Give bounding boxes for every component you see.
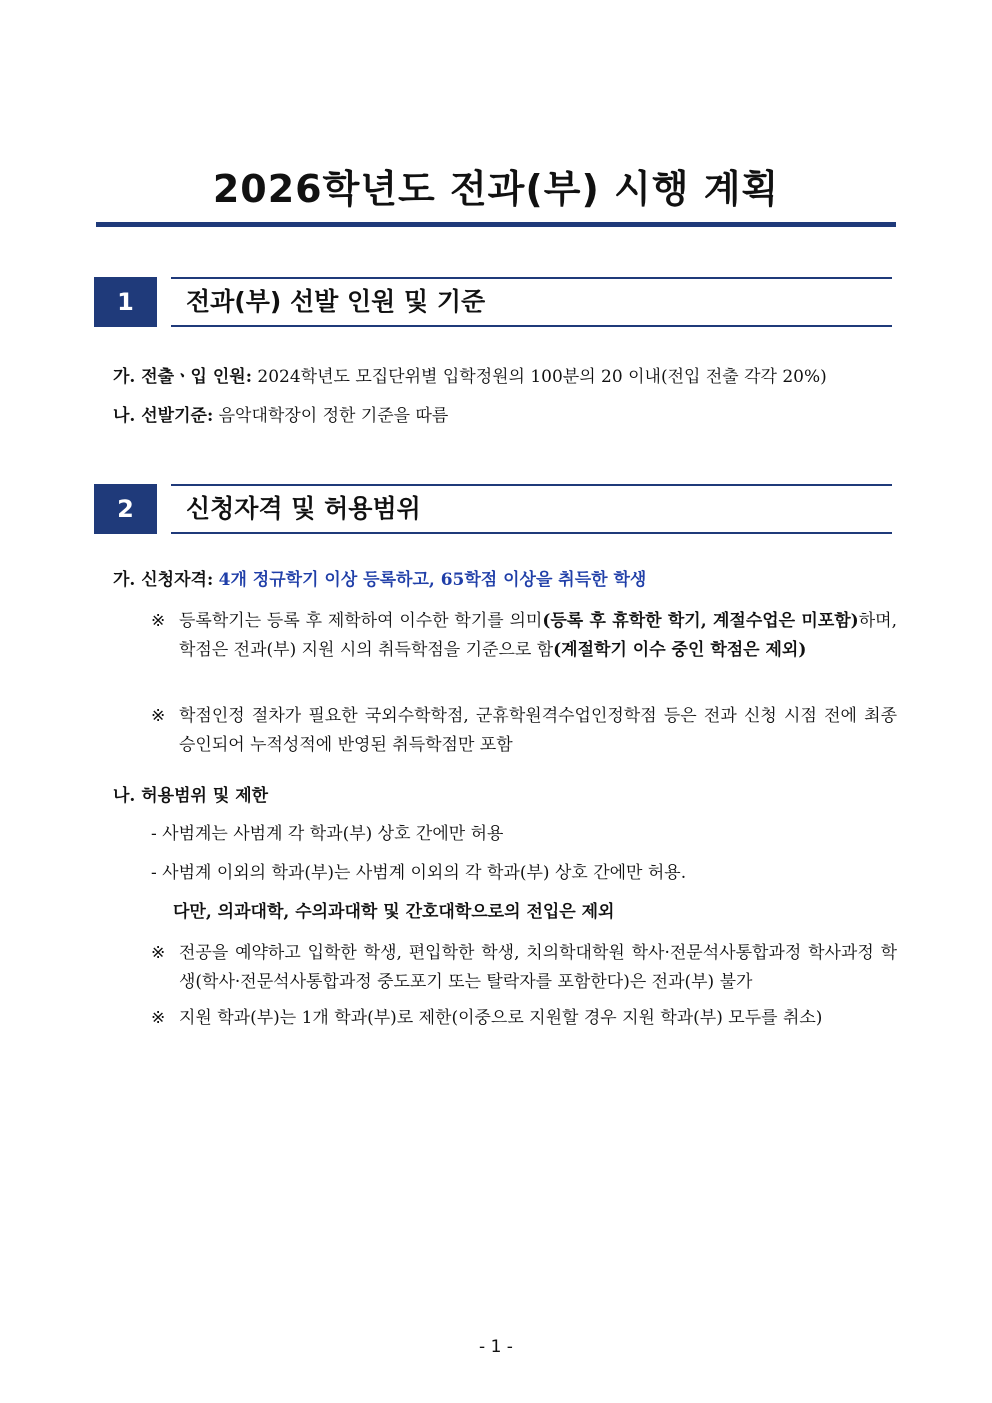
section-number: 2 [94,484,157,534]
note-single-application: ※ 지원 학과(부)는 1개 학과(부)로 제한(이중으로 지원할 경우 지원 학과(부) 모두를 취소) [151,1008,823,1028]
page-number: - 1 - [479,1337,513,1357]
title-underline [96,222,896,227]
note-ineligible-students: ※ 전공을 예약하고 입학한 학생, 편입학한 학생, 치의학대학원 학사·전문석사통합과정 학사과정 학생(학사·전문석사통합과정 중도포기 또는 탈락자를 포함한다)은 전과(부) 불가 [151,943,897,992]
transfer-quota-line: 가. 전출ㆍ입 인원: 2024학년도 모집단위별 입학정원의 100분의 20 이내(전입 전출 각각 20%) [113,367,827,387]
scope-dash-1: - 사범계는 사범계 각 학과(부) 상호 간에만 허용 [151,824,504,844]
section-1-header [94,277,892,327]
scope-exception: 다만, 의과대학, 수의과대학 및 간호대학으로의 전입은 제외 [173,902,615,922]
note-registration-semesters: ※ 등록학기는 등록 후 제학하여 이수한 학기를 의미(등록 후 휴학한 학기, 계절수업은 미포함)하며, 학점은 전과(부) 지원 시의 취득학점을 기준으로 함(계절학기 이수 중인 학점은 제외) [151,611,897,660]
section-number: 1 [94,277,157,327]
note-credit-recognition: ※ 학점인정 절차가 필요한 국외수학학점, 군휴학원격수업인정학점 등은 전과 신청 시점 전에 최종 승인되어 누적성적에 반영된 취득학점만 포함 [151,706,897,755]
page-title: 2026학년도 전과(부) 시행 계획 [212,167,780,211]
section-title: 전과(부) 선발 인원 및 기준 [186,287,486,316]
selection-criteria-line: 나. 선발기준: 음악대학장이 정한 기준을 따름 [113,406,449,426]
qualification-line: 가. 신청자격: 4개 정규학기 이상 등록하고, 65학점 이상을 취득한 학생 [113,570,647,590]
section-2-header [94,484,892,534]
scope-heading: 나. 허용범위 및 제한 [113,786,269,806]
scope-dash-2: - 사범계 이외의 학과(부)는 사범계 이외의 각 학과(부) 상호 간에만 허용. [151,863,687,883]
section-title: 신청자격 및 허용범위 [186,494,421,523]
